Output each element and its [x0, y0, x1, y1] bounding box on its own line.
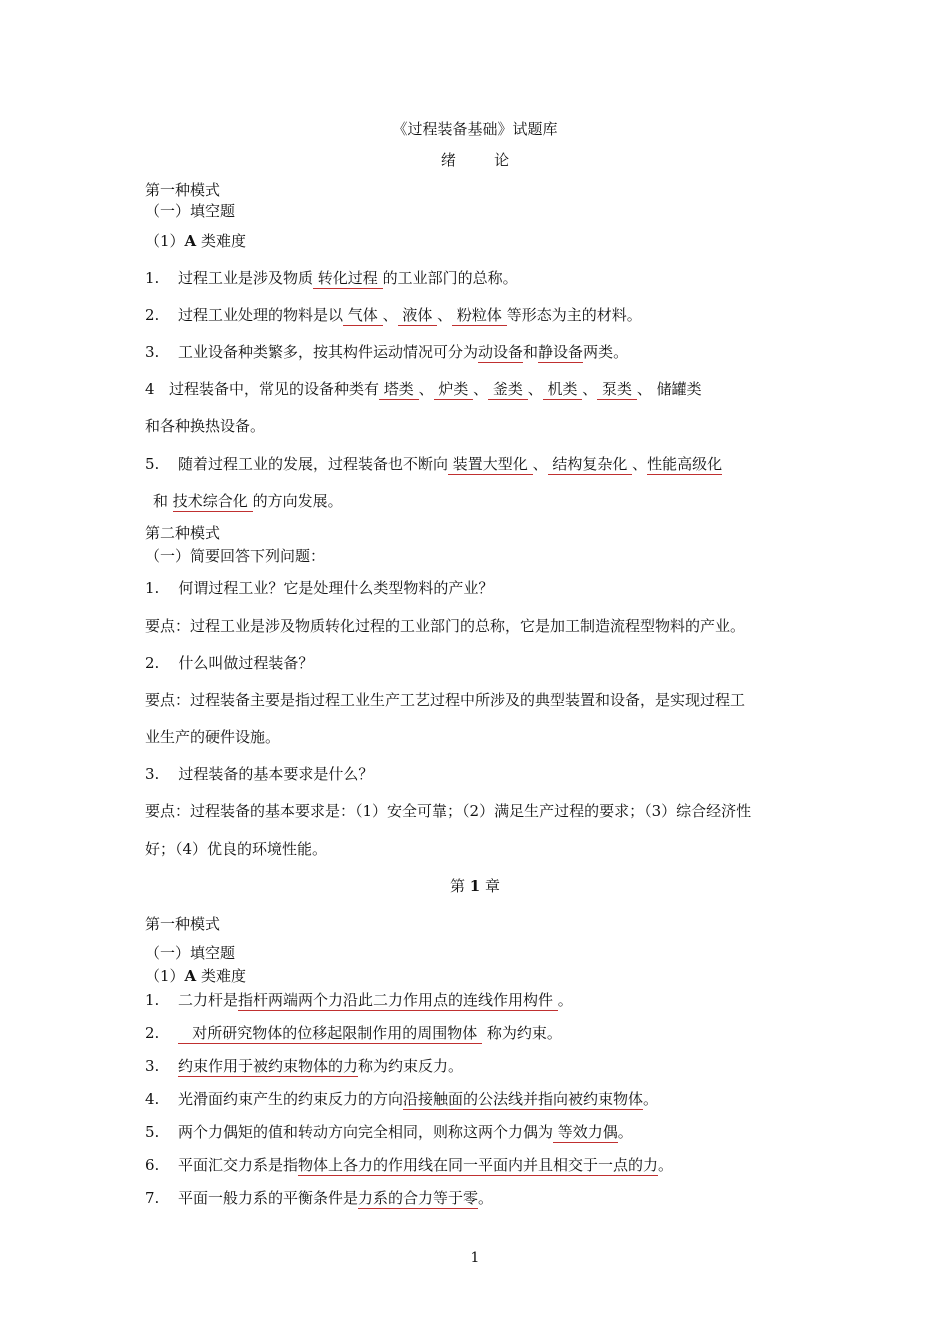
answer-blank: 指杆两端两个力沿此二力作用点的连线作用构件	[238, 991, 558, 1009]
answer-blank: 炉类	[433, 380, 474, 398]
answer-blank: 动设备	[478, 343, 524, 361]
answer-blank: 液体	[397, 306, 438, 324]
list-item: 2. 对所研究物体的位移起限制作用的周围物体 称为约束。	[145, 1024, 562, 1042]
answer-blank: 结构复杂化	[547, 455, 633, 473]
list-item-continuation: 和 技术综合化 的方向发展。	[153, 492, 343, 510]
answer-blank: 静设备	[538, 343, 584, 361]
answer-blank: 装置大型化	[448, 455, 533, 473]
list-item: 1. 二力杆是指杆两端两个力沿此二力作用点的连线作用构件 。	[145, 991, 573, 1009]
answer-blank: 沿接触面的公法线并指向被约束物体	[403, 1090, 644, 1108]
answer-blank: 技术综合化	[172, 492, 253, 510]
list-item: 1. 过程工业是涉及物质 转化过程 的工业部门的总称。	[145, 269, 518, 287]
answer-blank: 气体	[343, 306, 383, 324]
mode2-heading: 第二种模式	[145, 524, 221, 542]
answer-blank: 约束作用于被约束物体的力	[178, 1057, 359, 1075]
page-number: 1	[470, 1250, 480, 1266]
answer-blank: 机类	[542, 380, 583, 398]
answer-blank: 力系的合力等于零	[358, 1189, 479, 1207]
answer-blank: 对所研究物体的位移起限制作用的周围物体	[178, 1024, 483, 1042]
answer-line: 要点：过程工业是涉及物质转化过程的工业部门的总称，它是加工制造流程型物料的产业。	[145, 617, 746, 635]
answer-blank: 性能高级化	[647, 455, 723, 473]
mode1-heading: 第一种模式	[145, 181, 221, 199]
difficulty-a-heading: （1）A 类难度	[145, 232, 246, 250]
list-item: 5. 随着过程工业的发展，过程装备也不断向 装置大型化 、 结构复杂化 、性能高级化	[145, 455, 723, 473]
answer-line: 业生产的硬件设施。	[145, 728, 281, 746]
question: 1. 何谓过程工业？它是处理什么类型物料的产业？	[145, 579, 494, 597]
list-item: 2. 过程工业处理的物料是以 气体 、 液体 、 粉粒体 等形态为主的材料。	[145, 306, 642, 324]
answer-line: 要点：过程装备的基本要求是：（1）安全可靠；（2）满足生产过程的要求；（3）综合经济性	[145, 802, 752, 820]
list-item: 4. 光滑面约束产生的约束反力的方向沿接触面的公法线并指向被约束物体。	[145, 1090, 659, 1108]
question: 3. 过程装备的基本要求是什么？	[145, 765, 374, 783]
answer-blank: 泵类	[597, 380, 637, 398]
answer-line: 好；（4）优良的环境性能。	[145, 840, 328, 858]
question: 2. 什么叫做过程装备？	[145, 654, 314, 672]
list-item: 6. 平面汇交力系是指物体上各力的作用线在同一平面内并且相交于一点的力。	[145, 1156, 674, 1174]
list-item: 4 过程装备中，常见的设备种类有 塔类 、 炉类 、 釜类 、 机类 、 泵类 、 储罐类	[145, 380, 702, 398]
mode1-heading-ch1: 第一种模式	[145, 915, 221, 933]
qa-section-heading: （一）简要回答下列问题：	[145, 547, 326, 565]
fill-section-heading: （一）填空题	[145, 202, 236, 220]
chapter1-heading: 第 1 章	[450, 877, 500, 895]
difficulty-a-heading-ch1: （1）A 类难度	[145, 967, 246, 985]
list-item-continuation: 和各种换热设备。	[145, 417, 266, 435]
answer-blank: 物体上各力的作用线在同一平面内并且相交于一点的力	[298, 1156, 659, 1174]
answer-blank: 等效力偶	[553, 1123, 618, 1141]
answer-blank: 塔类	[379, 380, 419, 398]
list-item: 5. 两个力偶矩的值和转动方向完全相同，则称这两个力偶为 等效力偶。	[145, 1123, 633, 1141]
list-item: 7. 平面一般力系的平衡条件是力系的合力等于零。	[145, 1189, 494, 1207]
answer-blank: 粉粒体	[452, 306, 507, 324]
document-title: 《过程装备基础》试题库	[392, 120, 558, 138]
chapter-intro-heading: 绪 论	[440, 151, 510, 169]
fill-section-heading-ch1: （一）填空题	[145, 944, 236, 962]
answer-blank: 釜类	[488, 380, 528, 398]
list-item: 3. 约束作用于被约束物体的力称为约束反力。	[145, 1057, 464, 1075]
answer-blank: 转化过程	[313, 269, 383, 287]
answer-line: 要点：过程装备主要是指过程工业生产工艺过程中所涉及的典型装置和设备，是实现过程工	[145, 691, 746, 709]
list-item: 3. 工业设备种类繁多，按其构件运动情况可分为动设备和静设备两类。	[145, 343, 629, 361]
